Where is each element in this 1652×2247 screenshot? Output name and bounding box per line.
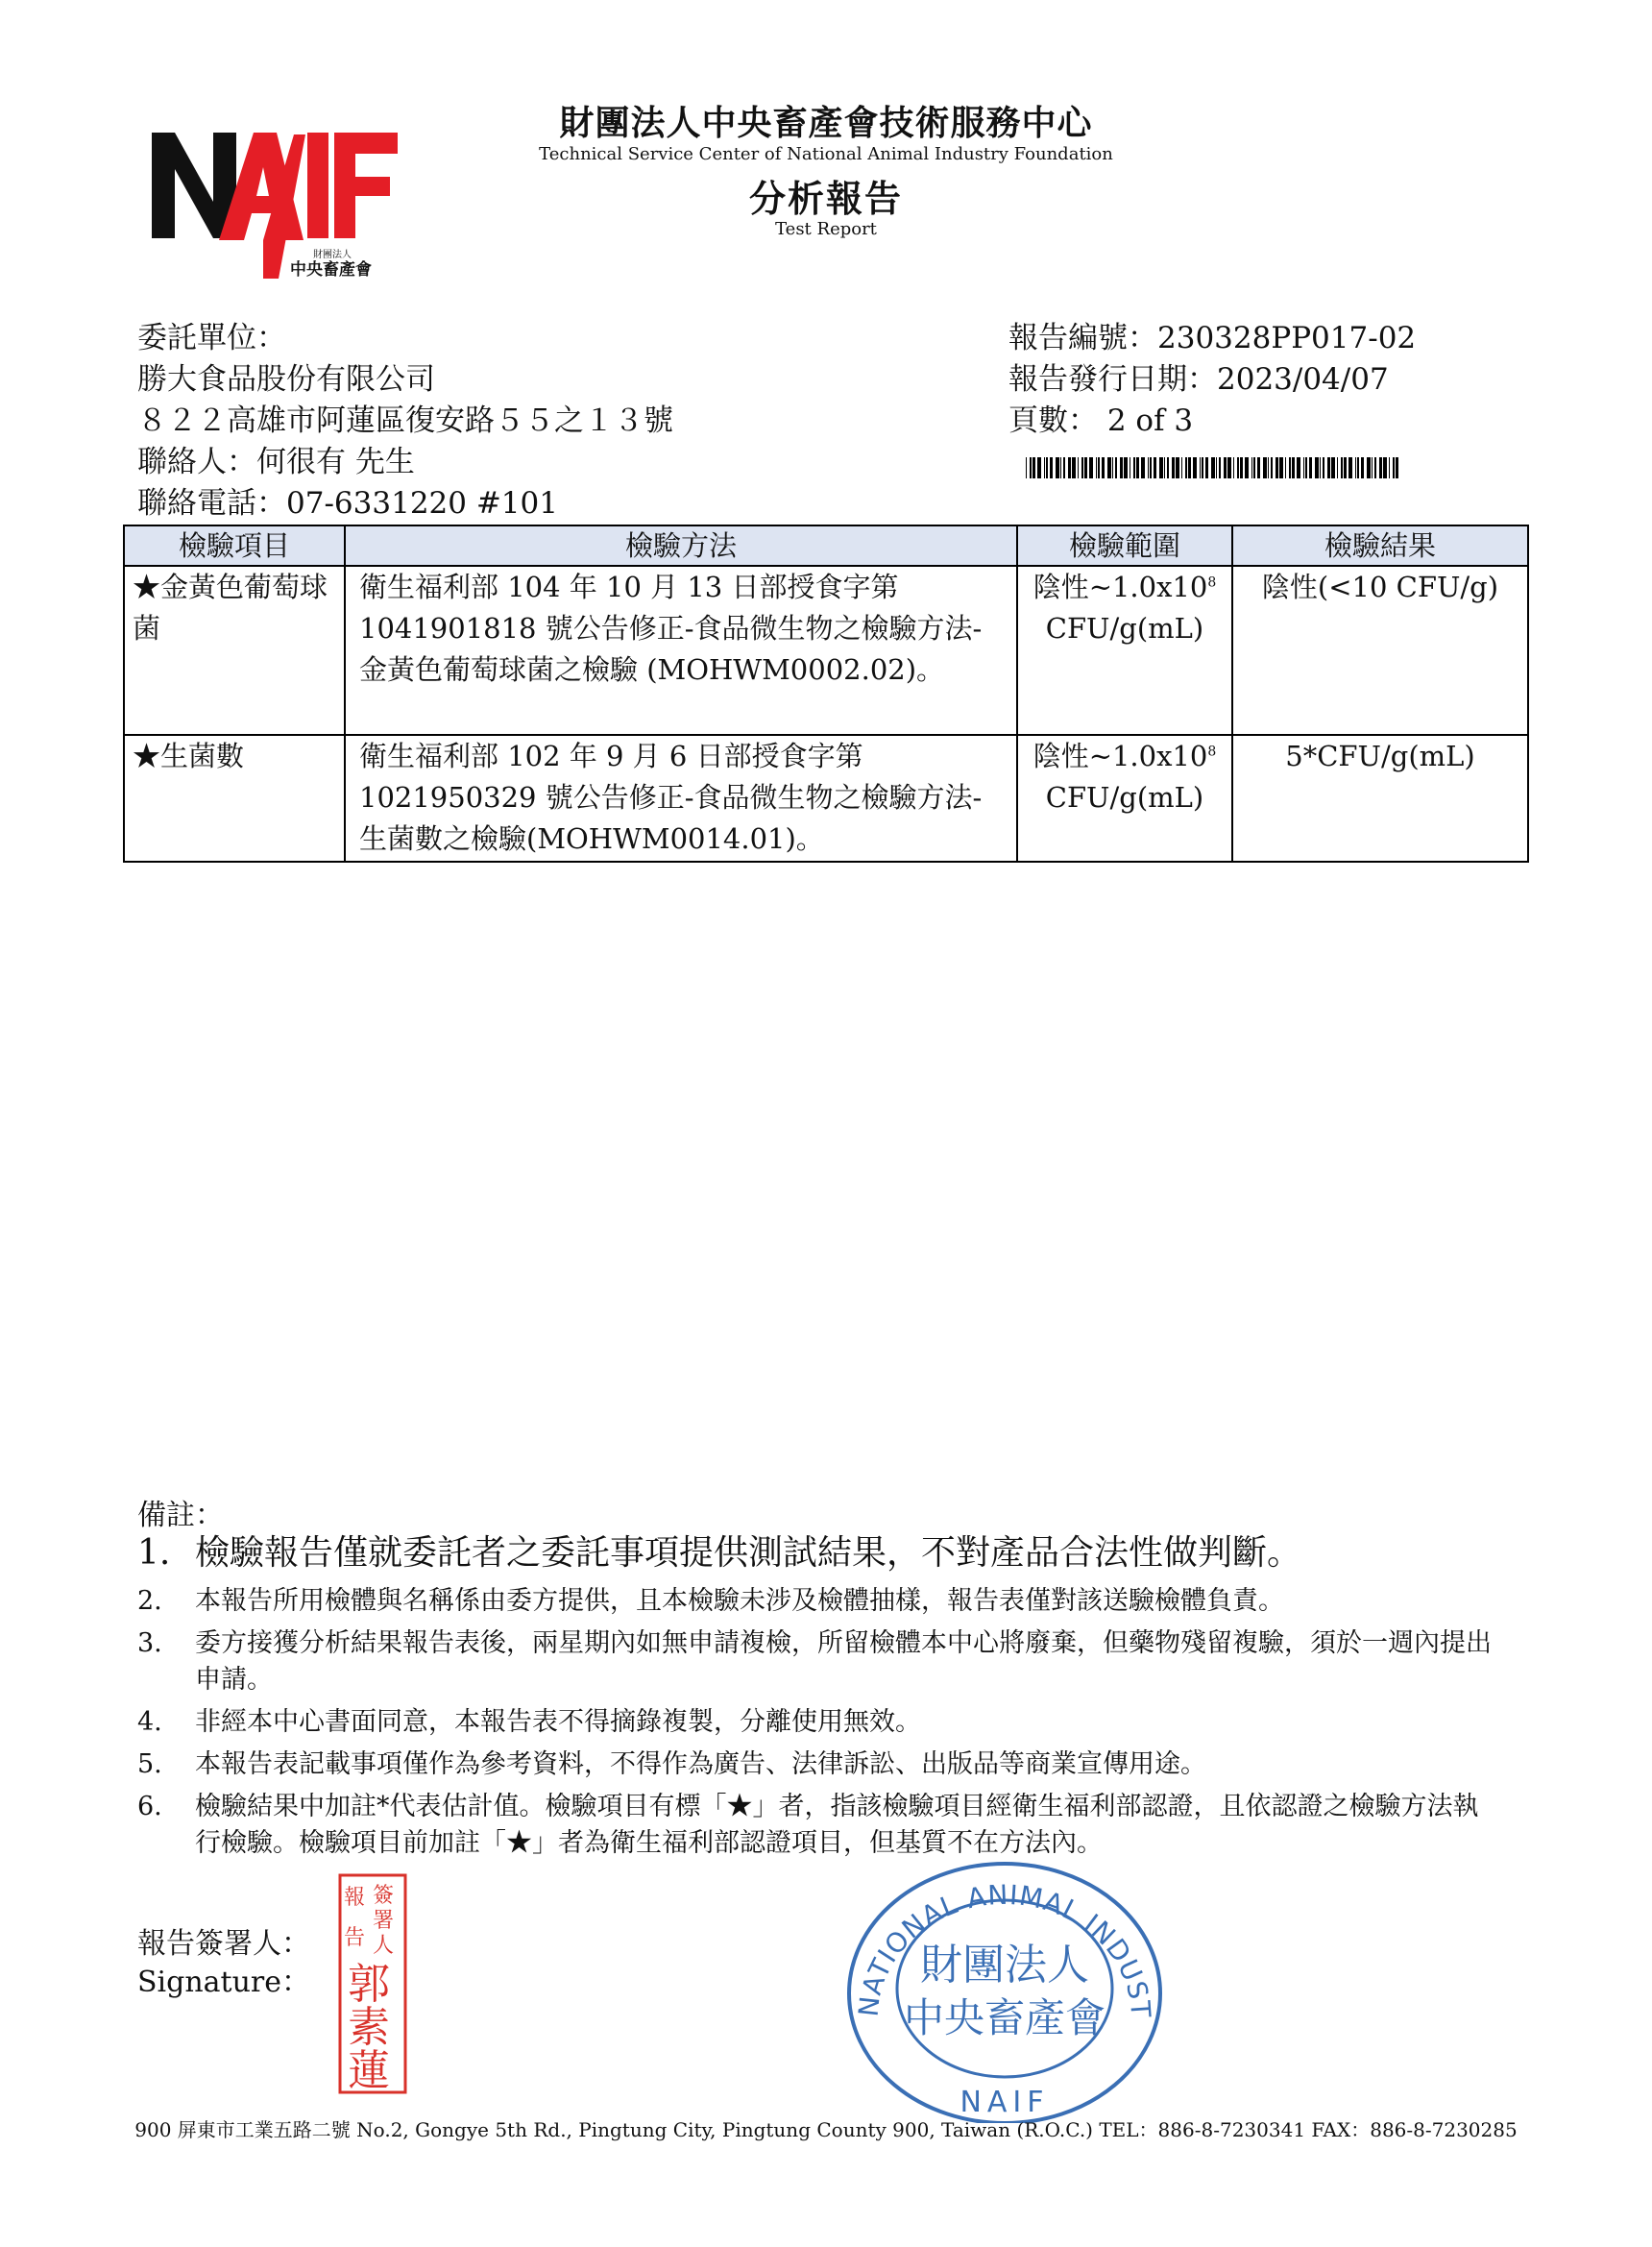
report-title-en: Test Report (775, 219, 877, 239)
red-signature-seal (338, 1873, 407, 2094)
barcode-bar (1150, 457, 1152, 478)
client-company: 勝大食品股份有限公司 (137, 362, 435, 397)
cell-item: ★生菌數 (124, 735, 345, 862)
barcode-bar (1096, 457, 1097, 478)
barcode-bar (1193, 457, 1197, 478)
barcode-bar (1188, 457, 1191, 478)
barcode-bar (1115, 457, 1117, 478)
cell-result: 5*CFU/g(mL) (1232, 735, 1528, 862)
results-table (123, 525, 1529, 863)
barcode-bar (1068, 457, 1071, 478)
barcode-bar (1078, 457, 1079, 478)
barcode-bar (1344, 457, 1347, 478)
barcode-bar (1219, 457, 1221, 478)
report-date: 報告發行日期：2023/04/07 (1008, 362, 1389, 397)
barcode-bar (1227, 457, 1231, 478)
barcode-bar (1202, 457, 1203, 478)
cell-result: 陰性(<10 CFU/g) (1232, 566, 1528, 735)
barcode-bar (1185, 457, 1187, 478)
barcode-bar (1257, 457, 1260, 478)
barcode-bar (1275, 457, 1278, 478)
barcode-bar (1084, 457, 1087, 478)
note-number: 6. (137, 1792, 162, 1821)
barcode-bar (1112, 457, 1113, 478)
range-prefix: 陰性~1.0x10 (1032, 571, 1208, 603)
barcode-bar (1341, 457, 1343, 478)
barcode-bar (1172, 457, 1175, 478)
barcode-bar (1297, 457, 1300, 478)
barcode-bar (1120, 457, 1123, 478)
seal-line1: 財團法人 (920, 1941, 1089, 1990)
logo-sub2: 中央畜產會 (290, 260, 372, 279)
barcode-bar (1393, 457, 1395, 478)
cell-method: 衛生福利部 104 年 10 月 13 日部授食字第 1041901818 號公告修正-食品微生物之檢驗方法-金黃色葡萄球菌之檢驗 (MOHWM0002.02)。 (345, 566, 1017, 735)
seal-ring-text: NATIONAL ANIMAL INDUST (852, 1878, 1157, 2020)
cell-range (1017, 566, 1232, 735)
barcode-bar (1337, 457, 1338, 478)
barcode-bar (1044, 457, 1045, 478)
cell-method: 衛生福利部 102 年 9 月 6 日部授食字第 1021950329 號公告修正-食品微生物之檢驗方法-生菌數之檢驗(MOHWM0014.01)。 (345, 735, 1017, 862)
barcode-bar (1050, 457, 1053, 478)
barcode (1026, 457, 1400, 478)
notes-title: 備註： (137, 1499, 224, 1532)
barcode-bar (1263, 457, 1267, 478)
org-name-en: Technical Service Center of National Animal Industry Foundation (539, 144, 1113, 164)
report-number: 報告編號：230328PP017-02 (1008, 321, 1417, 355)
client-phone: 聯絡電話：07-6331220 #101 (137, 486, 558, 521)
barcode-bar (1396, 457, 1398, 478)
note-number: 2. (137, 1586, 162, 1616)
blue-foundation-seal (841, 1854, 1168, 2123)
note-text: 委方接獲分析結果報告表後，兩星期內如無申請複檢，所留檢體本中心將廢棄，但藥物殘留複驗，須於一週內提出申請。 (195, 1628, 1492, 1695)
barcode-bar (1081, 457, 1083, 478)
logo-sub1: 財團法人 (313, 250, 352, 260)
client-info (137, 318, 673, 525)
footer-address: 900 屏東市工業五路二號 No.2, Gongye 5th Rd., Pingtung City, Pingtung County 900, Taiwan (R.O.C.) TEL：886-8-7230341 FAX：886-8-7230285 (134, 2118, 1518, 2141)
note-item (137, 1704, 1501, 1741)
barcode-bar (1205, 457, 1208, 478)
cell-range (1017, 735, 1232, 862)
barcode-bar (1124, 457, 1128, 478)
barcode-bar (1176, 457, 1179, 478)
svg-text:郭: 郭 (348, 1960, 390, 2009)
barcode-bar (1233, 457, 1234, 478)
barcode-bar (1289, 457, 1291, 478)
barcode-bar (1154, 457, 1156, 478)
report-info (1008, 318, 1416, 442)
barcode-bar (1357, 457, 1359, 478)
barcode-bar (1107, 457, 1111, 478)
cell-item: ★金黃色葡萄球菌 (124, 566, 345, 735)
header-range: 檢驗範圍 (1017, 525, 1232, 566)
barcode-bar (1303, 457, 1304, 478)
barcode-bar (1309, 457, 1312, 478)
client-address: ８２２高雄市阿蓮區復安路５５之１３號 (137, 403, 673, 438)
barcode-bar (1211, 457, 1215, 478)
svg-text:署: 署 (373, 1909, 395, 1933)
svg-text:蓮: 蓮 (348, 2046, 390, 2094)
client-contact: 聯絡人：何很有 先生 (137, 445, 415, 479)
barcode-bar (1072, 457, 1076, 478)
header-method: 檢驗方法 (345, 525, 1017, 566)
barcode-bar (1379, 457, 1382, 478)
barcode-bar (1240, 457, 1243, 478)
barcode-bar (1355, 457, 1356, 478)
barcode-bar (1063, 457, 1065, 478)
range-exponent: 8 (1207, 574, 1217, 591)
note-item (137, 1583, 1501, 1620)
barcode-bar (1315, 457, 1319, 478)
svg-text:簽: 簽 (373, 1884, 395, 1908)
report-page: 頁數： 2 of 3 (1008, 403, 1194, 438)
barcode-bar (1164, 457, 1165, 478)
note-text: 本報告表記載事項僅作為參考資料，不得作為廣告、法律訴訟、出版品等商業宣傳用途。 (195, 1749, 1206, 1779)
barcode-bar (1200, 457, 1201, 478)
note-text: 本報告所用檢體與名稱係由委方提供，且本檢驗未涉及檢體抽樣，報告表僅對該送驗檢體負責。 (195, 1586, 1284, 1616)
barcode-bar (1305, 457, 1307, 478)
seal-bottom: NAIF (960, 2086, 1050, 2119)
note-item (137, 1531, 1501, 1575)
range-unit: CFU/g(mL) (1045, 612, 1204, 645)
barcode-bar (1030, 457, 1032, 478)
svg-text:告: 告 (344, 1926, 366, 1950)
range-prefix: 陰性~1.0x10 (1032, 740, 1208, 772)
range-exponent: 8 (1207, 744, 1217, 760)
barcode-bar (1383, 457, 1387, 478)
barcode-bar (1026, 457, 1027, 478)
client-label: 委託單位： (137, 321, 286, 355)
barcode-bar (1216, 457, 1217, 478)
barcode-bar (1133, 457, 1135, 478)
note-item (137, 1746, 1501, 1783)
header-result: 檢驗結果 (1232, 525, 1528, 566)
note-text: 非經本中心書面同意，本報告表不得摘錄複製，分離使用無效。 (195, 1707, 921, 1737)
table-header-row (124, 525, 1528, 566)
barcode-bar (1102, 457, 1105, 478)
barcode-bar (1285, 457, 1286, 478)
seal-line2: 中央畜產會 (903, 1994, 1106, 2041)
barcode-bar (1046, 457, 1048, 478)
barcode-bar (1348, 457, 1352, 478)
range-unit: CFU/g(mL) (1045, 781, 1204, 814)
header-item: 檢驗項目 (124, 525, 345, 566)
svg-text:人: 人 (373, 1934, 395, 1958)
barcode-bar (1098, 457, 1100, 478)
barcode-bar (1271, 457, 1273, 478)
note-text: 檢驗報告僅就委託者之委託事項提供測試結果，不對產品合法性做判斷。 (195, 1533, 1302, 1573)
note-number: 3. (137, 1628, 162, 1658)
barcode-bar (1253, 457, 1255, 478)
barcode-bar (1268, 457, 1269, 478)
signature-label-en: Signature： (137, 1966, 311, 1999)
note-number: 1. (137, 1533, 171, 1573)
barcode-bar (1292, 457, 1295, 478)
svg-text:報: 報 (344, 1886, 366, 1910)
barcode-bar (1089, 457, 1093, 478)
table-row (124, 566, 1528, 735)
note-item (137, 1789, 1501, 1862)
barcode-bar (1374, 457, 1376, 478)
report-title-zh: 分析報告 (748, 177, 903, 220)
barcode-bar (1245, 457, 1249, 478)
barcode-bar (1181, 457, 1182, 478)
note-text: 檢驗結果中加註*代表估計值。檢驗項目有標「★」者，指該檢驗項目經衛生福利部認證，且依認證之檢驗方法執行檢驗。檢驗項目前加註「★」者為衛生福利部認證項目，但基質不在方法內。 (195, 1792, 1479, 1858)
note-number: 5. (137, 1749, 162, 1779)
barcode-bar (1279, 457, 1283, 478)
barcode-bar (1224, 457, 1227, 478)
barcode-bar (1056, 457, 1059, 478)
barcode-bar (1251, 457, 1252, 478)
barcode-bar (1320, 457, 1321, 478)
barcode-bar (1367, 457, 1371, 478)
table-row (124, 735, 1528, 862)
note-number: 4. (137, 1707, 162, 1737)
barcode-bar (1037, 457, 1041, 478)
svg-text:素: 素 (348, 2003, 390, 2052)
barcode-bar (1060, 457, 1061, 478)
barcode-bar (1148, 457, 1149, 478)
note-item (137, 1625, 1501, 1698)
barcode-bar (1159, 457, 1163, 478)
barcode-bar (1323, 457, 1324, 478)
barcode-bar (1237, 457, 1239, 478)
barcode-bar (1167, 457, 1169, 478)
signature-label-zh: 報告簽署人： (137, 1927, 310, 1961)
barcode-bar (1327, 457, 1330, 478)
org-name-zh: 財團法人中央畜產會技術服務中心 (559, 103, 1093, 143)
notes-list (137, 1531, 1501, 1868)
barcode-bar (1136, 457, 1139, 478)
barcode-bar (1331, 457, 1335, 478)
barcode-bar (1361, 457, 1364, 478)
barcode-bar (1372, 457, 1373, 478)
barcode-bar (1389, 457, 1390, 478)
barcode-bar (1032, 457, 1035, 478)
barcode-bar (1141, 457, 1145, 478)
